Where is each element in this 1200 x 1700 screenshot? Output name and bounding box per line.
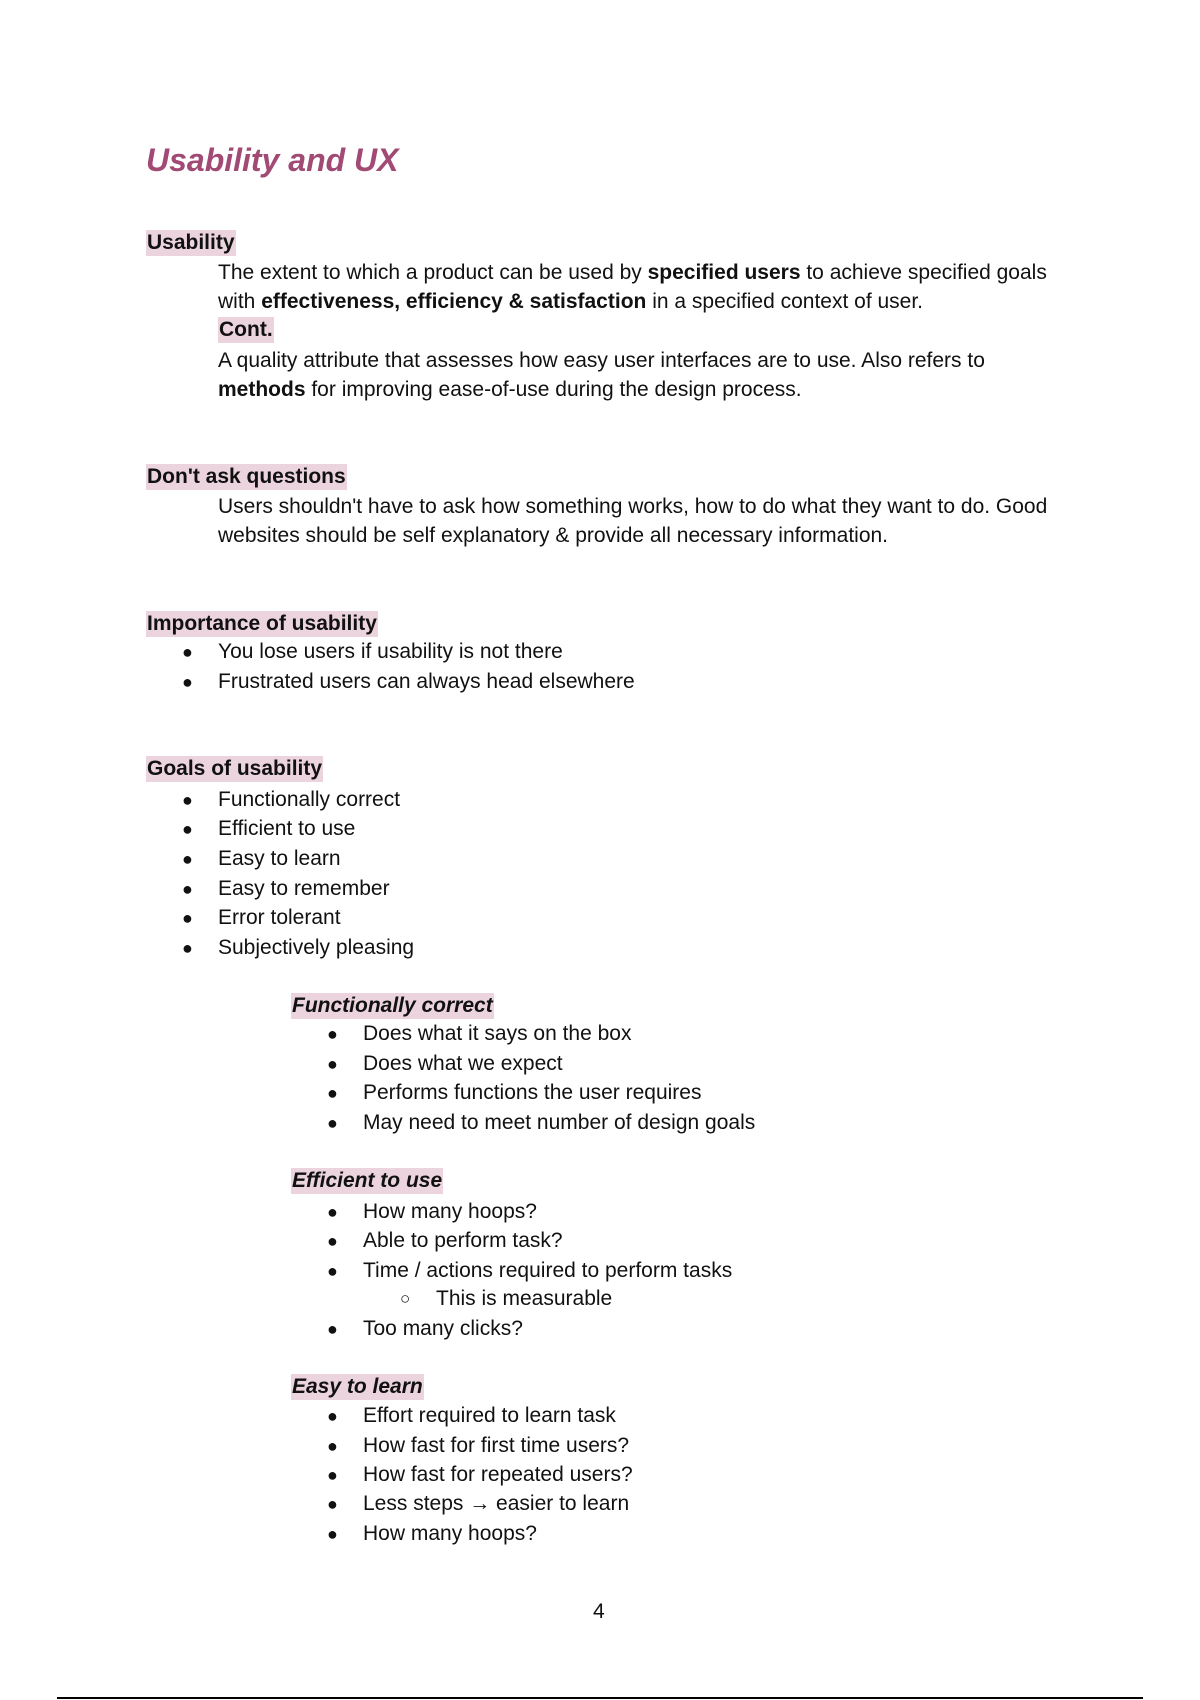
list-item: Able to perform task? [363,1229,563,1252]
list-item: Too many clicks? [363,1317,523,1340]
bullet-icon: ● [327,1083,338,1103]
bullet-icon: ● [327,1436,338,1456]
usability-quality-attribute: A quality attribute that assesses how easy user interfaces are to use. Also refers to methods for improving ease-of-use during the design process. [218,349,985,401]
list-item: How many hoops? [363,1200,537,1223]
page-number: 4 [593,1600,605,1623]
list-item: Subjectively pleasing [218,936,415,959]
list-item: Performs functions the user requires [363,1081,702,1104]
bottom-divider [57,1697,1143,1699]
bullet-icon: ● [327,1494,338,1514]
bullet-icon: ● [182,879,193,899]
sub-list-item: This is measurable [436,1287,613,1310]
bullet-icon: ● [327,1231,338,1251]
heading-goals-of-usability: Goals of usability [147,757,323,780]
document-title: Usability and UX [146,142,399,178]
heading-usability: Usability [147,231,235,254]
heading-importance-of-usability: Importance of usability [147,612,377,635]
list-item: Error tolerant [218,906,341,929]
bullet-icon: ● [182,790,193,810]
list-item: Time / actions required to perform tasks [363,1259,733,1282]
bullet-icon: ● [327,1113,338,1133]
list-item: How fast for repeated users? [363,1463,633,1486]
bullet-icon: ● [182,849,193,869]
list-item: How fast for first time users? [363,1434,630,1457]
bullet-icon: ● [182,672,193,692]
dont-ask-text: Users shouldn't have to ask how something works, how to do what they want to do. Good websites should be self explanatory & provide all necessary information. [218,495,1048,547]
list-item: Does what it says on the box [363,1022,632,1045]
list-item: Effort required to learn task [363,1404,616,1427]
list-item: How many hoops? [363,1522,537,1545]
list-item: You lose users if usability is not there [218,640,563,663]
heading-dont-ask-questions: Don't ask questions [147,465,346,488]
list-item: Easy to remember [218,877,390,900]
bullet-icon: ● [327,1202,338,1222]
bullet-icon: ● [182,642,193,662]
bullet-icon: ● [327,1261,338,1281]
subheading-functionally-correct: Functionally correct [292,994,493,1017]
list-item: Functionally correct [218,788,401,811]
bullet-icon: ● [182,819,193,839]
bullet-icon: ● [327,1465,338,1485]
list-item: Efficient to use [218,817,356,840]
list-item: Less steps → easier to learn [363,1492,630,1515]
usability-definition: The extent to which a product can be used by specified users to achieve specified goals with effectiveness, efficiency & satisfaction in a specified context of user. [218,261,1047,313]
bullet-icon: ● [327,1054,338,1074]
list-item: Does what we expect [363,1052,563,1075]
list-item: Frustrated users can always head elsewhere [218,670,635,693]
bullet-icon: ● [182,938,193,958]
list-item: May need to meet number of design goals [363,1111,756,1134]
subheading-easy-to-learn: Easy to learn [292,1375,423,1398]
bullet-icon: ● [327,1319,338,1339]
bullet-icon: ● [327,1024,338,1044]
bullet-icon: ● [182,908,193,928]
sub-bullet-icon: ○ [400,1289,411,1308]
list-item: Easy to learn [218,847,341,870]
cont-label: Cont. [219,318,273,341]
bullet-icon: ● [327,1524,338,1544]
subheading-efficient-to-use: Efficient to use [292,1169,443,1192]
bullet-icon: ● [327,1406,338,1426]
